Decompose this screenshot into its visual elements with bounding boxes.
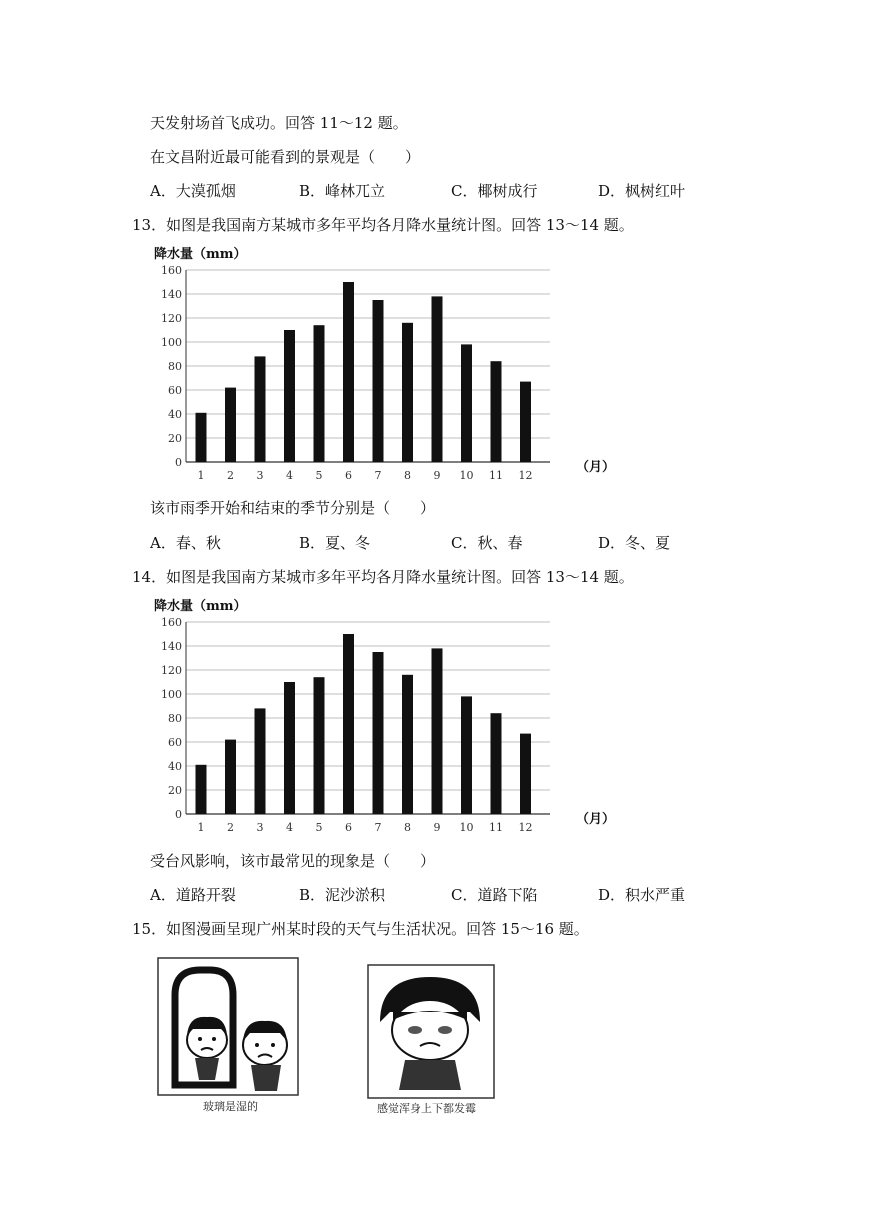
x-tick-label: 6 <box>345 469 352 482</box>
bar <box>491 713 502 814</box>
bar <box>343 282 354 462</box>
q14-option-a: A．道路开裂 <box>150 886 236 904</box>
x-tick-label: 11 <box>489 821 503 834</box>
bar <box>373 300 384 462</box>
y-tick-label: 100 <box>161 688 182 701</box>
y-tick-label: 0 <box>175 456 182 469</box>
y-tick-label: 140 <box>161 288 182 301</box>
bar <box>402 323 413 462</box>
q14-title: 14．如图是我国南方某城市多年平均各月降水量统计图。回答 13～14 题。 <box>132 568 634 586</box>
comic-wet-glass <box>155 955 305 1129</box>
comic-mouldy-illustration <box>365 962 500 1122</box>
y-tick-label: 80 <box>168 360 182 373</box>
comic-mouldy <box>365 962 500 1126</box>
rainfall-chart-1-svg <box>148 244 618 484</box>
x-tick-label: 7 <box>374 469 382 482</box>
y-tick-label: 160 <box>161 264 182 277</box>
comic-wet-glass-illustration <box>155 955 305 1125</box>
y-tick-label: 80 <box>168 712 182 725</box>
bar <box>520 734 531 814</box>
bar <box>461 344 472 462</box>
x-tick-label: 10 <box>459 469 474 482</box>
q12-option-c: C．椰树成行 <box>451 182 538 200</box>
intro-line: 天发射场首飞成功。回答 11～12 题。 <box>150 114 408 132</box>
x-axis-label: （月） <box>576 812 616 827</box>
x-tick-label: 4 <box>286 821 293 834</box>
caption-wet-glass: 玻璃是湿的 <box>203 1100 258 1113</box>
y-tick-label: 120 <box>161 664 182 677</box>
y-tick-label: 120 <box>161 312 182 325</box>
q14-option-d: D．积水严重 <box>598 886 686 904</box>
q15-title: 15．如图漫画呈现广州某时段的天气与生活状况。回答 15～16 题。 <box>132 920 589 938</box>
x-axis-label: （月） <box>576 460 616 475</box>
bar <box>491 361 502 462</box>
bar <box>432 296 443 462</box>
bar <box>343 634 354 814</box>
x-tick-label: 4 <box>286 469 293 482</box>
y-tick-label: 40 <box>168 408 182 421</box>
bar <box>461 696 472 814</box>
bar <box>225 740 236 814</box>
y-tick-label: 0 <box>175 808 182 821</box>
bar <box>284 330 295 462</box>
x-tick-label: 8 <box>404 821 411 834</box>
y-axis-label: 降水量（mm） <box>154 599 247 614</box>
bar <box>255 708 266 814</box>
bar <box>225 388 236 462</box>
bar <box>196 765 207 814</box>
rainfall-chart-2-svg <box>148 596 618 836</box>
y-tick-label: 20 <box>168 432 182 445</box>
q12-option-b: B．峰林兀立 <box>299 182 386 200</box>
bar <box>314 677 325 814</box>
bar <box>196 413 207 462</box>
y-tick-label: 20 <box>168 784 182 797</box>
q13-option-c: C．秋、春 <box>451 534 523 552</box>
y-tick-label: 160 <box>161 616 182 629</box>
y-tick-label: 60 <box>168 384 182 397</box>
q14-option-c: C．道路下陷 <box>451 886 538 904</box>
x-tick-label: 12 <box>518 469 533 482</box>
caption-mouldy: 感觉浑身上下都发霉 <box>377 1102 476 1115</box>
x-tick-label: 1 <box>197 821 205 834</box>
q13-option-d: D．冬、夏 <box>598 534 671 552</box>
y-tick-label: 40 <box>168 760 182 773</box>
x-tick-label: 9 <box>433 469 441 482</box>
bar <box>520 382 531 462</box>
y-tick-label: 60 <box>168 736 182 749</box>
x-tick-label: 11 <box>489 469 503 482</box>
x-tick-label: 12 <box>518 821 533 834</box>
q14-stem: 受台风影响，该市最常见的现象是（ ） <box>150 852 436 870</box>
bar <box>284 682 295 814</box>
q13-stem: 该市雨季开始和结束的季节分别是（ ） <box>150 499 436 517</box>
rainfall-chart-1 <box>148 244 618 488</box>
bar <box>314 325 325 462</box>
x-tick-label: 3 <box>256 469 264 482</box>
x-tick-label: 10 <box>459 821 474 834</box>
q13-title: 13．如图是我国南方某城市多年平均各月降水量统计图。回答 13～14 题。 <box>132 216 634 234</box>
bar <box>255 356 266 462</box>
x-tick-label: 5 <box>315 821 323 834</box>
bar <box>432 648 443 814</box>
bar <box>402 675 413 814</box>
q13-option-a: A．春、秋 <box>150 534 221 552</box>
q12-option-a: A．大漠孤烟 <box>150 182 236 200</box>
x-tick-label: 9 <box>433 821 441 834</box>
x-tick-label: 8 <box>404 469 411 482</box>
q14-option-b: B．泥沙淤积 <box>299 886 386 904</box>
bar <box>373 652 384 814</box>
x-tick-label: 3 <box>256 821 264 834</box>
q12-option-d: D．枫树红叶 <box>598 182 686 200</box>
y-tick-label: 140 <box>161 640 182 653</box>
q13-option-b: B．夏、冬 <box>299 534 371 552</box>
x-tick-label: 1 <box>197 469 205 482</box>
q12-stem: 在文昌附近最可能看到的景观是（ ） <box>150 148 421 166</box>
x-tick-label: 6 <box>345 821 352 834</box>
y-axis-label: 降水量（mm） <box>154 247 247 262</box>
x-tick-label: 2 <box>227 469 234 482</box>
x-tick-label: 7 <box>374 821 382 834</box>
x-tick-label: 5 <box>315 469 323 482</box>
y-tick-label: 100 <box>161 336 182 349</box>
rainfall-chart-2 <box>148 596 618 840</box>
x-tick-label: 2 <box>227 821 234 834</box>
